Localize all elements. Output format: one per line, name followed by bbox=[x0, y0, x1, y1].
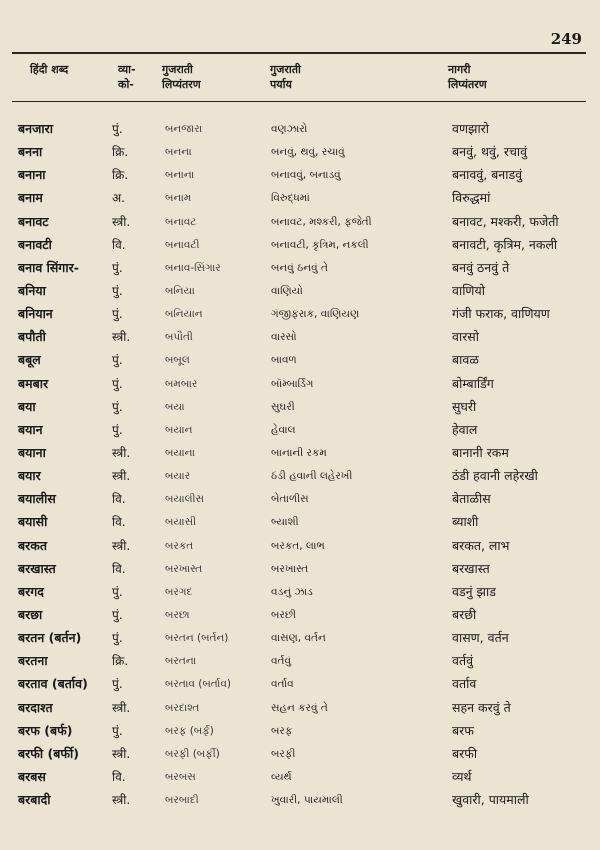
entry-hindi-word: बनावटी bbox=[18, 236, 52, 252]
entry-gujarati-transliteration: બપૌતી bbox=[165, 331, 193, 344]
entry-gujarati-transliteration: બનાવટ bbox=[165, 215, 197, 228]
entry-gujarati-transliteration: બયાલીસ bbox=[165, 493, 205, 506]
entry-gujarati-synonym: બનાવટ, મશ્કરી, ફજેતી bbox=[271, 215, 372, 228]
entry-gujarati-transliteration: બરગદ bbox=[165, 585, 193, 598]
entry-hindi-word: बनजारा bbox=[18, 121, 53, 136]
entry-gujarati-synonym: બરખાસ્ત bbox=[271, 562, 309, 575]
entry-gujarati-synonym: સુઘરી bbox=[271, 400, 295, 413]
entry-gujarati-synonym: સહન કરવું તે bbox=[271, 701, 328, 714]
entry-gujarati-transliteration: બયાસી bbox=[165, 516, 197, 529]
entry-grammar: पुं. bbox=[112, 607, 123, 622]
header-nagari-line1: नागरी bbox=[448, 63, 471, 76]
entry-row bbox=[0, 280, 600, 303]
entry-nagari-transliteration: वासण, वर्तन bbox=[452, 630, 509, 646]
entry-hindi-word: बरबस bbox=[18, 768, 46, 784]
entry-gujarati-transliteration: બબૂલ bbox=[165, 354, 190, 367]
dictionary-entries bbox=[0, 118, 600, 812]
header-bottom-rule bbox=[12, 101, 586, 102]
entry-gujarati-synonym: બનાવવું, બનાડવું bbox=[271, 169, 341, 182]
entry-gujarati-synonym: ખુવારી, પાયમાલી bbox=[271, 794, 343, 807]
entry-row bbox=[0, 419, 600, 442]
entry-nagari-transliteration: ठंडी हवानी लहेरखी bbox=[452, 468, 538, 484]
entry-nagari-transliteration: बरछी bbox=[452, 606, 477, 622]
entry-hindi-word: बनाम bbox=[18, 190, 43, 206]
entry-row bbox=[0, 627, 600, 650]
entry-row bbox=[0, 720, 600, 743]
entry-grammar: स्त्री. bbox=[112, 445, 131, 460]
entry-gujarati-transliteration: બનિયા bbox=[165, 284, 195, 297]
header-gujarati-trans-line2: लिप्यंतरण bbox=[162, 78, 201, 91]
entry-nagari-transliteration: बरफ bbox=[452, 722, 474, 738]
entry-row bbox=[0, 326, 600, 349]
header-hindi-word: हिंदी शब्द bbox=[30, 63, 69, 76]
entry-hindi-word: बनावट bbox=[18, 213, 49, 229]
header-gujarati-syn-line2: पर्याय bbox=[270, 78, 292, 91]
entry-nagari-transliteration: वर्तवुं bbox=[452, 653, 474, 669]
entry-nagari-transliteration: बनावटी, कृत्रिम, नकली bbox=[452, 236, 558, 252]
entry-grammar: पुं. bbox=[112, 307, 123, 322]
entry-hindi-word: बपौती bbox=[18, 329, 46, 345]
entry-row bbox=[0, 442, 600, 465]
entry-grammar: स्त्री. bbox=[112, 700, 131, 715]
entry-row bbox=[0, 488, 600, 511]
entry-nagari-transliteration: विरुद्धमां bbox=[452, 190, 491, 206]
entry-gujarati-transliteration: બરફ (બર્ફ) bbox=[165, 724, 214, 737]
entry-gujarati-transliteration: બનામ bbox=[165, 192, 192, 205]
entry-row bbox=[0, 581, 600, 604]
entry-gujarati-transliteration: બરખાસ્ત bbox=[165, 562, 203, 575]
entry-grammar: पुं. bbox=[112, 631, 123, 646]
entry-nagari-transliteration: बावळ bbox=[452, 352, 479, 368]
entry-nagari-transliteration: व्यर्थ bbox=[452, 768, 472, 784]
entry-hindi-word: बयान bbox=[18, 421, 43, 437]
entry-gujarati-transliteration: બમબાર bbox=[165, 377, 198, 390]
entry-hindi-word: बनिया bbox=[18, 282, 46, 298]
header-nagari-line2: लिप्यंतरण bbox=[448, 78, 487, 91]
entry-gujarati-synonym: વારસો bbox=[271, 331, 297, 344]
entry-hindi-word: बया bbox=[18, 398, 36, 414]
entry-gujarati-synonym: બનાવટી, કૃત્રિમ, નકલી bbox=[271, 238, 369, 251]
entry-gujarati-synonym: બાનાની રકમ bbox=[271, 446, 327, 459]
entry-row bbox=[0, 743, 600, 766]
entry-hindi-word: बरकत bbox=[18, 537, 47, 553]
entry-grammar: पुं. bbox=[112, 399, 123, 414]
entry-grammar: पुं. bbox=[112, 283, 123, 298]
header-grammar-line1: व्या- bbox=[118, 63, 136, 76]
entry-nagari-transliteration: गंजी फराक, वाणियण bbox=[452, 306, 550, 322]
entry-gujarati-transliteration: બયાના bbox=[165, 446, 195, 459]
header-grammar-line2: को- bbox=[118, 78, 134, 91]
entry-nagari-transliteration: बनावट, मश्करी, फजेती bbox=[452, 213, 559, 229]
entry-gujarati-synonym: બરકત, લાભ bbox=[271, 539, 325, 552]
entry-gujarati-synonym: ઠંડી હવાની લહેરખી bbox=[271, 470, 353, 483]
entry-gujarati-transliteration: બરફી (બર્ફી) bbox=[165, 747, 220, 760]
entry-grammar: वि. bbox=[112, 237, 126, 252]
entry-row bbox=[0, 789, 600, 812]
header-gujarati-trans-line1: गुजराती bbox=[162, 63, 193, 76]
entry-row bbox=[0, 257, 600, 280]
entry-grammar: क्रि. bbox=[112, 168, 129, 183]
header-gujarati-syn-line1: गुजराती bbox=[270, 63, 301, 76]
entry-grammar: अ. bbox=[112, 191, 125, 206]
header-grammar bbox=[118, 62, 136, 92]
entry-gujarati-transliteration: બયાર bbox=[165, 470, 191, 483]
entry-grammar: पुं. bbox=[112, 353, 123, 368]
entry-gujarati-transliteration: બનજારા bbox=[165, 123, 203, 135]
entry-row bbox=[0, 211, 600, 234]
entry-nagari-transliteration: बानानी रकम bbox=[452, 444, 509, 460]
entry-gujarati-synonym: બરછી bbox=[271, 608, 296, 621]
entry-nagari-transliteration: सुघरी bbox=[452, 398, 477, 414]
entry-hindi-word: बरतना bbox=[18, 653, 48, 669]
entry-nagari-transliteration: वाणियो bbox=[452, 282, 485, 298]
entry-gujarati-transliteration: બનાવટી bbox=[165, 238, 200, 251]
top-rule bbox=[12, 52, 586, 54]
entry-hindi-word: बमबार bbox=[18, 375, 49, 391]
entry-row bbox=[0, 118, 600, 141]
entry-row bbox=[0, 511, 600, 534]
entry-gujarati-transliteration: બરછા bbox=[165, 608, 190, 621]
entry-gujarati-transliteration: બયાન bbox=[165, 423, 193, 436]
entry-row bbox=[0, 650, 600, 673]
entry-hindi-word: बरबादी bbox=[18, 792, 51, 808]
entry-nagari-transliteration: बरफी bbox=[452, 745, 478, 761]
entry-gujarati-transliteration: બરબાદી bbox=[165, 794, 199, 807]
entry-gujarati-transliteration: બરકત bbox=[165, 539, 194, 552]
header-gujarati-synonym bbox=[270, 62, 301, 92]
entry-nagari-transliteration: वर्ताव bbox=[452, 676, 477, 692]
entry-nagari-transliteration: बनवुं ठनवुं ते bbox=[452, 259, 510, 275]
entry-hindi-word: बरदाश्त bbox=[18, 699, 53, 715]
entry-row bbox=[0, 396, 600, 419]
entry-hindi-word: बरफी (बर्फी) bbox=[18, 745, 79, 761]
entry-gujarati-synonym: વર્તાવ bbox=[271, 678, 294, 691]
header-nagari-transliteration bbox=[448, 62, 487, 92]
page-number: 249 bbox=[550, 30, 582, 48]
entry-gujarati-transliteration: બયા bbox=[165, 400, 185, 413]
entry-gujarati-synonym: વિરુદ્ધમાં bbox=[271, 192, 310, 205]
entry-row bbox=[0, 465, 600, 488]
entry-gujarati-synonym: હેવાલ bbox=[271, 423, 296, 436]
entry-hindi-word: बरताव (बर्ताव) bbox=[18, 676, 88, 692]
entry-hindi-word: बबूल bbox=[18, 352, 41, 368]
entry-nagari-transliteration: हेवाल bbox=[452, 421, 478, 437]
entry-row bbox=[0, 187, 600, 210]
entry-row bbox=[0, 604, 600, 627]
entry-grammar: स्त्री. bbox=[112, 746, 131, 761]
entry-row bbox=[0, 558, 600, 581]
entry-gujarati-transliteration: બનાના bbox=[165, 169, 195, 182]
entry-gujarati-synonym: વાસણ, વર્તન bbox=[271, 632, 326, 645]
entry-gujarati-transliteration: બનાવ-સિંગાર bbox=[165, 261, 221, 274]
entry-gujarati-synonym: વાણિયો bbox=[271, 284, 303, 297]
entry-gujarati-transliteration: બનિયાન bbox=[165, 308, 203, 321]
entry-row bbox=[0, 535, 600, 558]
entry-grammar: वि. bbox=[112, 515, 126, 530]
entry-grammar: क्रि. bbox=[112, 145, 129, 160]
entry-grammar: क्रि. bbox=[112, 654, 129, 669]
entry-grammar: स्त्री. bbox=[112, 214, 131, 229]
entry-grammar: स्त्री. bbox=[112, 469, 131, 484]
entry-grammar: पुं. bbox=[112, 260, 123, 275]
entry-row bbox=[0, 766, 600, 789]
entry-gujarati-synonym: બરફ bbox=[271, 724, 293, 737]
entry-gujarati-transliteration: બરતન (બર્તન) bbox=[165, 632, 229, 645]
entry-grammar: पुं. bbox=[112, 723, 123, 738]
entry-hindi-word: बनियान bbox=[18, 306, 53, 322]
entry-nagari-transliteration: सहन करवुं ते bbox=[452, 699, 511, 715]
entry-grammar: स्त्री. bbox=[112, 538, 131, 553]
entry-hindi-word: बरफ (बर्फ) bbox=[18, 722, 73, 738]
entry-nagari-transliteration: बेताळीस bbox=[452, 491, 491, 507]
entry-nagari-transliteration: बोम्बार्डिंग bbox=[452, 375, 494, 391]
entry-nagari-transliteration: वणझारो bbox=[452, 121, 490, 136]
entry-gujarati-transliteration: બનના bbox=[165, 146, 192, 159]
entry-nagari-transliteration: वडनुं झाड bbox=[452, 583, 496, 599]
entry-gujarati-synonym: બ્યાશી bbox=[271, 516, 299, 529]
entry-gujarati-synonym: વડનું ઝાડ bbox=[271, 585, 313, 598]
entry-gujarati-synonym: બનવું, થવું, રચાવું bbox=[271, 146, 345, 159]
entry-hindi-word: बयासी bbox=[18, 514, 48, 530]
entry-nagari-transliteration: बनाववुं, बनाडवुं bbox=[452, 167, 523, 183]
entry-grammar: स्त्री. bbox=[112, 793, 131, 808]
entry-gujarati-synonym: ગંજીફરાક, વાણિયણ bbox=[271, 308, 360, 321]
entry-row bbox=[0, 697, 600, 720]
entry-gujarati-synonym: વ્યર્થ bbox=[271, 770, 292, 783]
entry-grammar: वि. bbox=[112, 561, 126, 576]
entry-hindi-word: बरखास्त bbox=[18, 560, 56, 576]
entry-hindi-word: बनाव सिंगार- bbox=[18, 259, 79, 275]
entry-hindi-word: बयाना bbox=[18, 444, 46, 460]
entry-gujarati-synonym: બાવળ bbox=[271, 354, 297, 367]
entry-hindi-word: बरछा bbox=[18, 606, 43, 622]
entry-row bbox=[0, 234, 600, 257]
entry-gujarati-synonym: બેતાળીસ bbox=[271, 493, 309, 506]
entry-row bbox=[0, 141, 600, 164]
entry-row bbox=[0, 164, 600, 187]
entry-hindi-word: बयालीस bbox=[18, 491, 56, 507]
entry-nagari-transliteration: खुवारी, पायमाली bbox=[452, 792, 529, 808]
entry-gujarati-synonym: બરફી bbox=[271, 747, 296, 760]
entry-grammar: पुं. bbox=[112, 376, 123, 391]
entry-grammar: पुं. bbox=[112, 122, 123, 136]
entry-gujarati-synonym: બનવું ઠનવું તે bbox=[271, 261, 328, 274]
entry-nagari-transliteration: वारसो bbox=[452, 329, 479, 345]
entry-grammar: पुं. bbox=[112, 677, 123, 692]
entry-row bbox=[0, 349, 600, 372]
entry-hindi-word: बनाना bbox=[18, 167, 46, 183]
entry-nagari-transliteration: बरखास्त bbox=[452, 560, 490, 576]
entry-hindi-word: बनना bbox=[18, 144, 43, 160]
entry-grammar: पुं. bbox=[112, 584, 123, 599]
entry-gujarati-transliteration: બરદાશ્ત bbox=[165, 701, 200, 714]
entry-gujarati-transliteration: બરતના bbox=[165, 655, 197, 668]
entry-nagari-transliteration: बनवुं, थवुं, रचावुं bbox=[452, 144, 528, 160]
entry-hindi-word: बयार bbox=[18, 468, 41, 484]
entry-hindi-word: बरगद bbox=[18, 583, 44, 599]
entry-row bbox=[0, 373, 600, 396]
entry-grammar: वि. bbox=[112, 492, 126, 507]
entry-gujarati-transliteration: બરતાવ (બર્તાવ) bbox=[165, 678, 231, 691]
entry-grammar: स्त्री. bbox=[112, 330, 131, 345]
entry-nagari-transliteration: ब्याशी bbox=[452, 514, 479, 530]
entry-grammar: वि. bbox=[112, 769, 126, 784]
entry-gujarati-synonym: બૉમ્બાર્ડિંગ bbox=[271, 377, 314, 390]
entry-gujarati-synonym: વર્તવું bbox=[271, 655, 292, 668]
entry-gujarati-synonym: વણઝારો bbox=[271, 123, 308, 135]
header-gujarati-transliteration bbox=[162, 62, 201, 92]
entry-row bbox=[0, 303, 600, 326]
table-header bbox=[0, 58, 600, 98]
entry-grammar: पुं. bbox=[112, 422, 123, 437]
entry-row bbox=[0, 673, 600, 696]
entry-gujarati-transliteration: બરબસ bbox=[165, 770, 196, 783]
entry-nagari-transliteration: बरकत, लाभ bbox=[452, 537, 510, 553]
entry-hindi-word: बरतन (बर्तन) bbox=[18, 630, 82, 646]
